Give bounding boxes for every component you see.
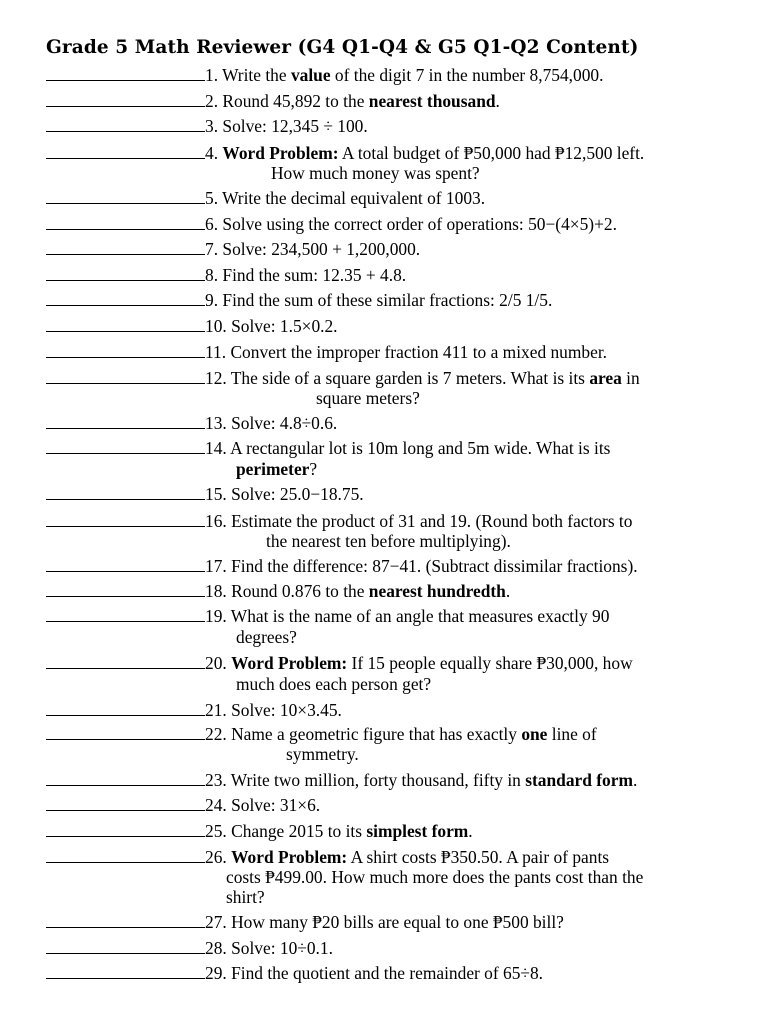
question-text: of the digit 7 in the number 8,754,000. (330, 65, 604, 85)
question-bold-text: standard form (525, 770, 633, 790)
question-number: 1. (205, 65, 219, 85)
question-8 (46, 265, 406, 285)
question-9 (46, 290, 552, 310)
question-26-continuation: costs ₱499.00. How much more does the pants cost than the (226, 867, 644, 887)
answer-blank[interactable] (46, 291, 205, 306)
question-bold-text: Word Problem: (222, 143, 339, 163)
question-text: Solve: 12,345 ÷ 100. (222, 116, 368, 136)
question-16-continuation: the nearest ten before multiplying). (266, 531, 511, 551)
question-29 (46, 963, 543, 983)
question-20-continuation: much does each person get? (236, 674, 432, 694)
question-12-continuation: square meters? (316, 388, 420, 408)
question-19-continuation: degrees? (236, 627, 297, 647)
answer-blank[interactable] (46, 771, 205, 786)
question-number: 18. (205, 581, 227, 601)
question-text: Find the sum of these similar fractions: 2/5 1/5. (222, 290, 553, 310)
question-text: in (621, 368, 640, 388)
answer-blank[interactable] (46, 66, 205, 81)
question-13 (46, 413, 337, 433)
question-text: Write the (222, 65, 291, 85)
question-text: Change 2015 to its (231, 821, 367, 841)
question-number: 5. (205, 188, 219, 208)
question-26-continuation-2: shirt? (226, 887, 265, 907)
answer-blank[interactable] (46, 582, 205, 597)
question-text: A shirt costs ₱350.50. A pair of pants (347, 847, 610, 867)
question-text: Find the quotient and the remainder of 65÷8. (231, 963, 543, 983)
question-2 (46, 91, 500, 111)
question-21 (46, 700, 342, 720)
question-text: A total budget of ₱50,000 had ₱12,500 left. (338, 143, 645, 163)
question-text: The side of a square garden is 7 meters. What is its (230, 368, 590, 388)
question-bold-text: simplest form (366, 821, 469, 841)
question-22 (46, 724, 597, 744)
answer-blank[interactable] (46, 117, 205, 132)
question-text: Convert the improper fraction 411 to a mixed number. (230, 342, 607, 362)
question-3 (46, 116, 368, 136)
question-20 (46, 653, 633, 673)
question-bold-text: Word Problem: (231, 847, 348, 867)
question-number: 21. (205, 700, 227, 720)
question-text: ? (309, 459, 318, 479)
answer-blank[interactable] (46, 796, 205, 811)
answer-blank[interactable] (46, 240, 205, 255)
question-text: . (505, 581, 511, 601)
question-25 (46, 821, 473, 841)
question-number: 26. (205, 847, 227, 867)
answer-blank[interactable] (46, 189, 205, 204)
question-11 (46, 342, 607, 362)
question-number: 20. (205, 653, 227, 673)
answer-blank[interactable] (46, 913, 205, 928)
question-23 (46, 770, 637, 790)
answer-blank[interactable] (46, 512, 205, 527)
question-bold-text: area (589, 368, 622, 388)
question-18 (46, 581, 510, 601)
answer-blank[interactable] (46, 654, 205, 669)
answer-blank[interactable] (46, 144, 205, 159)
question-28 (46, 938, 333, 958)
question-14-continuation (236, 459, 317, 479)
question-bold-text: one (521, 724, 548, 744)
answer-blank[interactable] (46, 964, 205, 979)
question-16 (46, 511, 632, 531)
question-number: 8. (205, 265, 219, 285)
answer-blank[interactable] (46, 485, 205, 500)
question-number: 29. (205, 963, 227, 983)
question-17 (46, 556, 638, 576)
answer-blank[interactable] (46, 439, 205, 454)
question-number: 16. (205, 511, 227, 531)
answer-blank[interactable] (46, 822, 205, 837)
question-15 (46, 484, 364, 504)
question-number: 27. (205, 912, 227, 932)
question-number: 2. (205, 91, 219, 111)
answer-blank[interactable] (46, 215, 205, 230)
question-14 (46, 438, 610, 458)
question-22-continuation: symmetry. (286, 744, 359, 764)
question-5 (46, 188, 485, 208)
question-number: 12. (205, 368, 227, 388)
question-text: Estimate the product of 31 and 19. (Round both factors to (231, 511, 633, 531)
question-24 (46, 795, 320, 815)
question-text: line of (547, 724, 597, 744)
answer-blank[interactable] (46, 266, 205, 281)
question-10 (46, 316, 338, 336)
question-text: Solve: 1.5×0.2. (231, 316, 338, 336)
question-number: 11. (205, 342, 227, 362)
answer-blank[interactable] (46, 369, 205, 384)
answer-blank[interactable] (46, 725, 205, 740)
answer-blank[interactable] (46, 343, 205, 358)
question-text: . (632, 770, 638, 790)
page-title: Grade 5 Math Reviewer (G4 Q1-Q4 & G5 Q1-Q2 Content) (46, 37, 639, 58)
question-6 (46, 214, 617, 234)
question-26 (46, 847, 609, 867)
question-bold-text: Word Problem: (231, 653, 348, 673)
answer-blank[interactable] (46, 939, 205, 954)
answer-blank[interactable] (46, 607, 205, 622)
question-number: 10. (205, 316, 227, 336)
question-text: Solve: 4.8÷0.6. (231, 413, 338, 433)
question-text: Round 0.876 to the (231, 581, 369, 601)
question-number: 19. (205, 606, 227, 626)
answer-blank[interactable] (46, 92, 205, 107)
question-text: How many ₱20 bills are equal to one ₱500 bill? (231, 912, 564, 932)
question-bold-text: value (290, 65, 331, 85)
question-number: 7. (205, 239, 219, 259)
question-number: 23. (205, 770, 227, 790)
answer-blank[interactable] (46, 557, 205, 572)
answer-blank[interactable] (46, 701, 205, 716)
answer-blank[interactable] (46, 317, 205, 332)
question-text: Solve: 234,500 + 1,200,000. (222, 239, 421, 259)
question-text: Write the decimal equivalent of 1003. (222, 188, 486, 208)
question-number: 24. (205, 795, 227, 815)
question-text: Solve: 10÷0.1. (231, 938, 333, 958)
question-text: Solve: 31×6. (231, 795, 321, 815)
question-text: What is the name of an angle that measures exactly 90 (230, 606, 610, 626)
question-7 (46, 239, 420, 259)
answer-blank[interactable] (46, 414, 205, 429)
question-1 (46, 65, 603, 85)
question-number: 4. (205, 143, 219, 163)
answer-blank[interactable] (46, 848, 205, 863)
question-bold-text: nearest hundredth (368, 581, 506, 601)
question-text: If 15 people equally share ₱30,000, how (347, 653, 633, 673)
question-text: Find the difference: 87−41. (Subtract dissimilar fractions). (231, 556, 638, 576)
question-text: Name a geometric figure that has exactly (231, 724, 522, 744)
question-4 (46, 143, 644, 163)
question-4-continuation: How much money was spent? (271, 163, 480, 183)
question-number: 22. (205, 724, 227, 744)
question-number: 3. (205, 116, 219, 136)
question-bold-text: nearest thousand (368, 91, 496, 111)
question-27 (46, 912, 564, 932)
question-text: Round 45,892 to the (222, 91, 369, 111)
question-number: 25. (205, 821, 227, 841)
question-text: . (468, 821, 473, 841)
question-number: 17. (205, 556, 227, 576)
question-number: 6. (205, 214, 219, 234)
question-text: . (495, 91, 500, 111)
question-number: 13. (205, 413, 227, 433)
question-text: Write two million, forty thousand, fifty in (230, 770, 526, 790)
question-number: 9. (205, 290, 219, 310)
question-text: Solve: 25.0−18.75. (231, 484, 364, 504)
question-19 (46, 606, 609, 626)
question-text: Solve using the correct order of operations: 50−(4×5)+2. (222, 214, 617, 234)
question-12 (46, 368, 640, 388)
question-bold-text: perimeter (236, 459, 310, 479)
question-text: A rectangular lot is 10m long and 5m wide. What is its (230, 438, 611, 458)
question-number: 14. (205, 438, 227, 458)
question-text: Solve: 10×3.45. (231, 700, 342, 720)
question-number: 28. (205, 938, 227, 958)
question-number: 15. (205, 484, 227, 504)
question-text: Find the sum: 12.35 + 4.8. (222, 265, 407, 285)
